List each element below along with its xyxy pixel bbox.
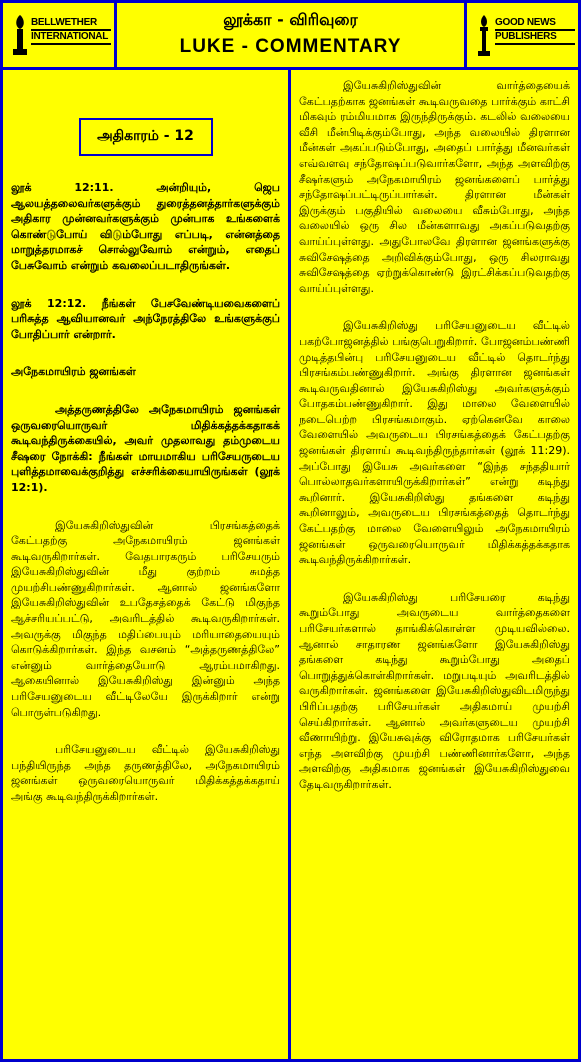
left-column <box>3 70 291 1059</box>
commentary-paragraph-2: பரிசேயனுடைய வீட்டில் இயேசுகிறிஸ்து பந்தியிருந்த அந்த தருணத்திலே, அநேகமாயிரம் ஜனங்கள் ஒருவரையொருவர் மிதிக்கத்தக்கதாய் அங்கு கூடிவந்திருக்கிறார்கள். <box>11 743 280 803</box>
bellwether-logo-text <box>31 17 111 45</box>
chapter-label: அதிகாரம் - 12 <box>79 118 213 156</box>
title-block <box>120 7 461 61</box>
header <box>3 3 578 70</box>
good-news-logo <box>475 13 571 57</box>
good-news-torch-icon <box>475 13 493 57</box>
commentary-paragraph-1: இயேசுகிறிஸ்துவின் பிரசங்கத்தைக் கேட்பதற்கு அநேகமாயிரம் ஜனங்கள் கூடிவருகிறார்கள். வேதபாரகரும் பரிசேயரும் இயேசுகிறிஸ்துவின் மீது குற்றம் சுமத்த முயற்சிபண்ணுகிறார்கள். ஆனால் ஜனங்களோ இயேசுகிறிஸ்துவின் உபதேசத்தைக் கேட்டு மிகுந்த ஆச்சரியப்பட்டு, அவரிடத்தில் கூடிவருகிறார்கள். அவருக்கு மிகுந்த மதிப்பையும் மரியாதையையும் கொடுக்கிறார்கள். இந்த வசனம் “அத்தருணத்திலே” என்னும் வார்த்தையோடு ஆரம்பமாகிறது. ஆகையினால் இயேசுகிறிஸ்து இன்னும் அந்த பரிசேயனுடைய வீட்டிலேயே இருக்கிறார் என்று பொருள்படுகிறது. <box>11 518 280 719</box>
good-news-logo-text <box>495 17 575 45</box>
good-news-logo-line2: PUBLISHERS <box>495 31 575 45</box>
title-tamil: லூக்கா - விரிவுரை <box>223 10 358 29</box>
bellwether-logo-line2: INTERNATIONAL <box>31 31 111 45</box>
bellwether-ram-icon <box>11 13 29 57</box>
bellwether-logo-line1: BELLWETHER <box>31 17 111 31</box>
columns <box>3 70 578 1059</box>
bellwether-logo <box>11 13 107 57</box>
commentary-paragraph-3: இயேசுகிறிஸ்துவின் வார்த்தையைக் கேட்பதற்காக ஜனங்கள் கூடிவருவதை பார்க்கும் காட்சி மிகவும் ரம்மியமாக இருந்திருக்கும். கடலில் வலையை வீசி மீன்பிடிக்கும்போது, அந்த வலையில் திரளான மீன்கள் அகப்படும்போது, அதைப் பார்த்து மீனவர்கள் எவ்வளவு சந்தோஷப்படுவார்களோ, அந்த அளவிற்கு சீஷர்களும் அநேகமாயிரம் ஜனங்களைப் பார்த்து சந்தோஷப்பட்டிருப்பார்கள். திரளான மீன்கள் இருக்கும் பகுதியில் வலையை வீசும்போது, அந்த வலையில் ஒரு சில மீன்களாவது அகப்படுவதற்கு வாய்ப்புள்ளது. அதுபோலவே திரளான ஜனங்களுக்கு சுவிசேஷத்தை அறிவிக்கும்போது, ஒரு சிலராவது சுவிசேஷத்தை ஏற்றுக்கொண்டு இரட்சிக்கப்படுவதற்கு வாய்ப்புள்ளது. <box>299 79 570 295</box>
section-heading: அநேகமாயிரம் ஜனங்கள் <box>11 365 136 379</box>
good-news-logo-box <box>464 3 578 67</box>
commentary-paragraph-5: இயேசுகிறிஸ்து பரிசேயரை கடிந்து கூறும்போது அவருடைய வார்த்தைகளை பரிசேயர்களால் தாங்கிக்கொள்ள முடியவில்லை. ஆனால் சாதாரண ஜனங்களோ இயேசுகிறிஸ்து தங்களை கடிந்து கூறும்போது அதைப் பொறுத்துக்கொள்கிறார்கள். மறுபடியும் அவரிடத்தில் வருகிறார்கள். ஜனங்களை இயேசுகிறிஸ்துவிடமிருந்து பிரிப்பதற்கு பரிசேயர்கள் அதிகமாய் முயற்சி செய்கிறார்கள். ஆனால் அவர்களுடைய முயற்சி வீணாயிற்று. இயேசுவுக்கு விரோதமாக பரிசேயர்கள் எந்த அளவிற்கு முயற்சி பண்ணினார்களோ, அந்த அளவிற்கு அதிகமாக ஜனங்கள் இயேசுகிறிஸ்துவை தேடிவருகிறார்கள். <box>299 590 570 791</box>
verse-12-11: லூக் 12:11. அன்றியும், ஜெப ஆலயத்தலைவர்களுக்கும் துரைத்தனத்தார்களுக்கும் அதிகார முன்னவர்களுக்கும் முன்பாக உங்களைக் கொண்டுபோய் விடும்போது எப்படி, என்னத்தை மாறுத்தரமாகச் சொல்லுவோம் என்றும், எதைப் பேசுவோம் என்றும் கவலைப்படாதிருங்கள். <box>11 181 280 272</box>
verse-12-1: அத்தருணத்திலே அநேகமாயிரம் ஜனங்கள் ஒருவரையொருவர் மிதிக்கத்தக்கதாகக் கூடிவந்திருக்கையில், அவர் முதலாவது தம்முடைய சீஷரை நோக்கி: நீங்கள் மாயமாகிய பரிசேயருடைய புளித்தமாவைக்குறித்து எச்சரிக்கையாயிருங்கள் (லூக் 12:1). <box>11 402 280 494</box>
title-english: LUKE - COMMENTARY <box>179 36 402 57</box>
commentary-paragraph-4: இயேசுகிறிஸ்து பரிசேயனுடைய வீட்டில் பகற்போஜனத்தில் பங்குபெறுகிறார். போஜனம்பண்ணி முடித்தபின்பு பரிசேயனுடைய வீட்டில் தொடர்ந்து பிரசங்கம்பண்ணுகிறார். அங்கு திரளான ஜனங்கள் கூடிவருவதினால் இயேசுகிறிஸ்து அவர்களுக்கும் போதகம்பண்ணுகிறார். இது மாலை வேளையில் நடைபெற்ற பிரசங்கமாகும். ஏற்கெனவே காலை வேளையில் அவருடைய பிரசங்கத்தைக் கேட்பதற்கு ஜனங்கள் திரளாய் கூடிவந்திருந்தார்கள் (லூக் 11:29). அப்போது இயேசு அவர்களை “இந்த சந்ததியார் பொல்லாதவர்களாயிருக்கிறார்கள்” என்று கடிந்து கூறினார். இயேசுகிறிஸ்து தங்களை கடிந்து கூறினாலும், அவருடைய பிரசங்கத்தைத் தொடர்ந்து கேட்பதற்கு மாலை வேளையிலும் அநேகமாயிரம் ஜனங்கள் ஒருவரையொருவர் மிதிக்கத்தக்கதாக கூடிவந்திருக்கிறார்கள். <box>299 319 570 567</box>
good-news-logo-line1: GOOD NEWS <box>495 17 575 31</box>
bellwether-logo-box <box>3 3 117 67</box>
right-column <box>291 70 578 1059</box>
verse-12-12: லூக் 12:12. நீங்கள் பேசவேண்டியவைகளைப் பரிசுத்த ஆவியானவர் அந்நேரத்திலே உங்களுக்குப் போதிப்பார் என்றார். <box>11 296 280 341</box>
